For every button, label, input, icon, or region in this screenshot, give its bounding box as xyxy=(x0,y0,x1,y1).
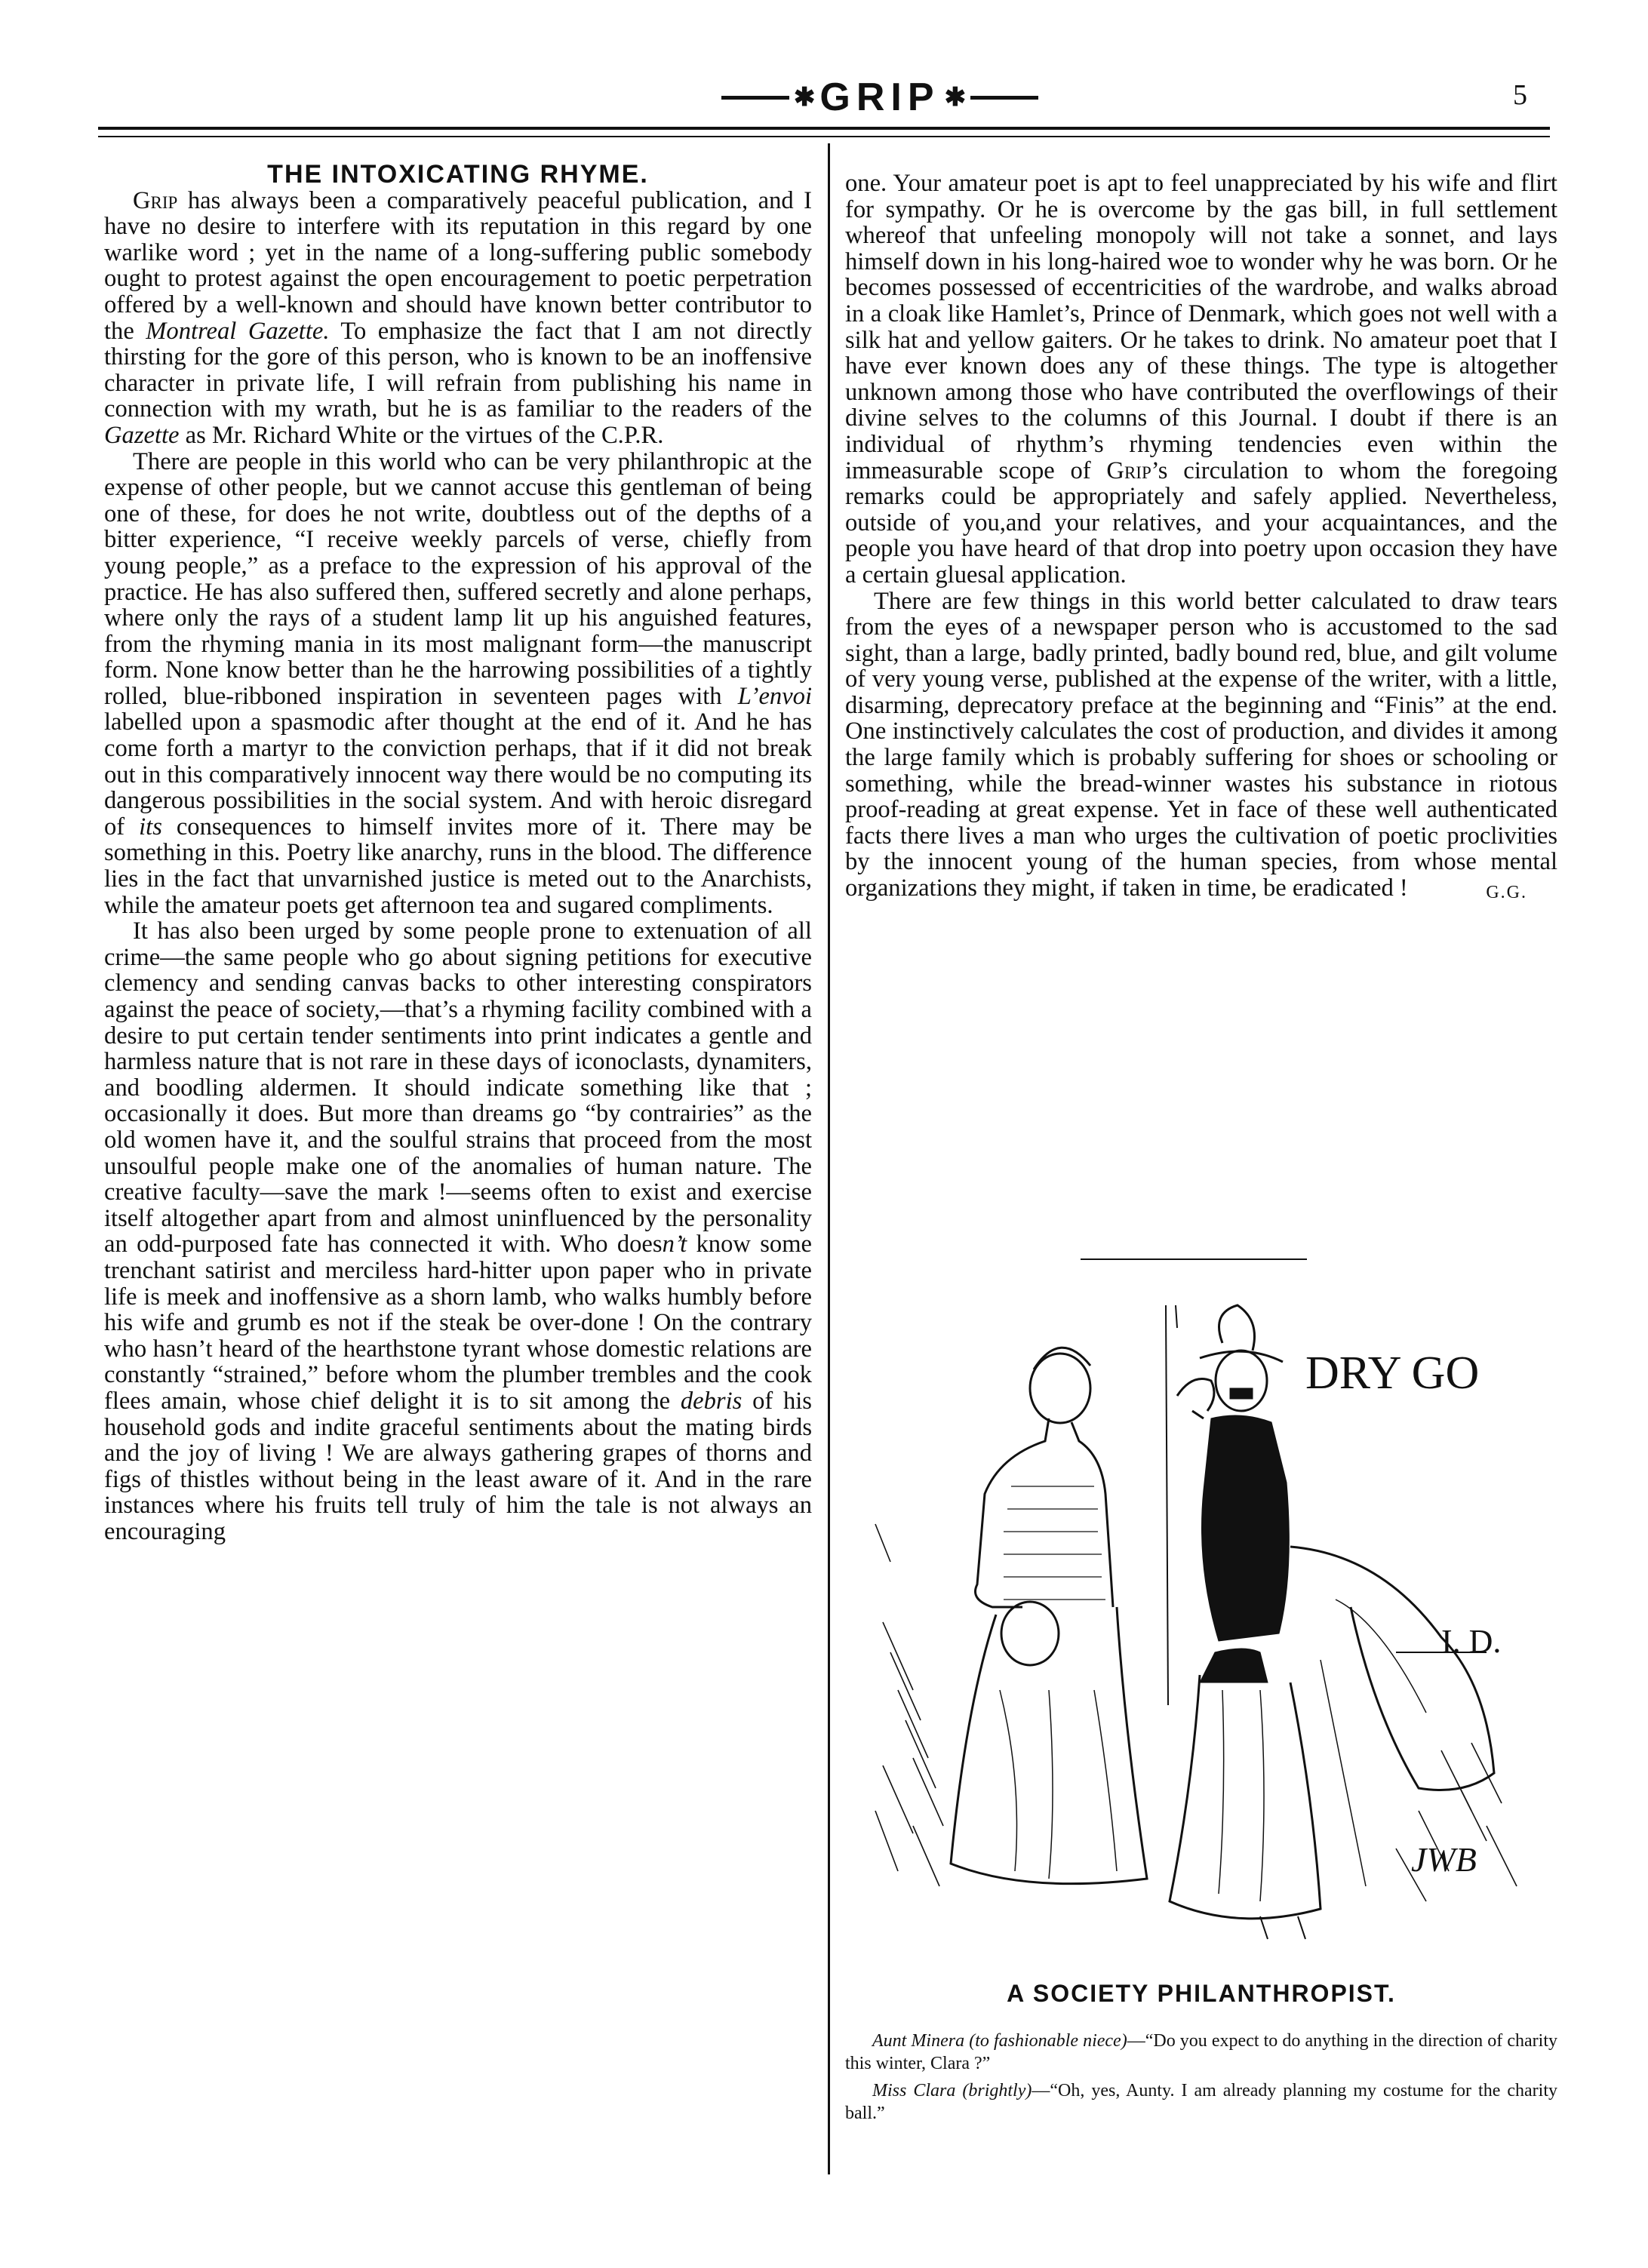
article-paragraph xyxy=(104,449,812,919)
cartoon-illustration xyxy=(868,1298,1539,1962)
cartoon-caption-1 xyxy=(845,2030,1557,2075)
sign-lettering-2: I. D. xyxy=(1441,1623,1502,1660)
article-column-right xyxy=(845,171,1557,906)
italic-word: its xyxy=(139,813,162,841)
article-headline: THE INTOXICATING RHYME. xyxy=(267,160,649,189)
text-run: labelled upon a spasmodic after thought at the end of it. And he has come forth a martyr to the conviction perhaps, that if it did not break out in this comparatively innocent way there would be no computing its dangerous possibilities in the social system. And with heroic disregard of xyxy=(104,708,812,841)
italic-word: L’envoi xyxy=(737,682,812,710)
text-run: one. Your amateur poet is apt to feel unappreciated by his wife and flirt for sympathy. Or he is overcome by the gas bill, in full settlement whereof that unfeeling monopoly will not take a sonnet, and lays himself down in his long-haired woe to wonder why he was born. Or he becomes possessed of eccentricities of the wardrobe, and walks abroad in a cloak like Hamlet’s, Prince of Denmark, which goes not well with a silk hat and yellow gaiters. Or he takes to drink. No amateur poet that I have ever known does any of these things. The type is altogether unknown among those who have contributed the overflowings of their divine selves to the columns of this Journal. I doubt if there is an individual of rhythm’s rhyming tendencies even within the immeasurable scope of xyxy=(845,170,1557,484)
cartoon-title: A SOCIETY PHILANTHROPIST. xyxy=(1007,1980,1396,2007)
text-run: There are few things in this world better calculated to draw tears from the eyes of a newspaper person who is accustomed to the sad sight, than a large, badly printed, badly bound red, blue, and gilt volume of very young verse, published at the expense of the writer, with a little, disarming, deprecatory preface at the beginning and “Finis” at the end. One instinctively calculates the cost of production, and divides it among the large family which is probably suffering for shoes or schooling or something, while the bread-winner wastes his substance in riotous proof-reading at great expense. Yet in face of these well authenticated facts there lives a man who urges the cultivation of poetic proclivities by the innocent young of the human species, from whose mental organizations they might, if taken in time, be eradicated ! xyxy=(845,587,1557,902)
text-run: has always been a comparatively peaceful publication, and I have no desire to interfere with its reputation in this regard by one warlike word ; yet in the name of a long-suffering public somebody ought to protest against the open encouragement to poetic perpetration offered by a well-known and should have known better contributor to the xyxy=(104,186,812,345)
header-rule-thin xyxy=(98,136,1550,137)
page-number: 5 xyxy=(1513,79,1527,111)
text-run: There are people in this world who can be very philanthropic at the expense of other people, but we cannot accuse this gentleman of being one of these, for does he not write, doubtless out of the depths of a bitter experience, “I receive weekly parcels of verse, chiefly from young people,” as a preface to the expression of his approval of the practice. He has also suffered then, suffered secretly and alone perhaps, where only the rays of a student lamp lit up his anguished features, from the rhyming mania in its most malignant form—the manuscript form. None know better than he the harrowing possibilities of a tightly rolled, blue-ribboned inspiration in seventeen pages with xyxy=(104,447,812,710)
italic-title: Montreal Gazette. xyxy=(146,317,330,345)
article-column-left xyxy=(104,161,812,1544)
masthead-title xyxy=(721,74,1038,121)
text-run: To emphasize the fact that I am not directly thirsting for the gore of this person, who is known to be an inoffensive character in private life, I will refrain from publishing his name in connection with my wrath, but he is as familiar to the readers of the xyxy=(104,317,812,423)
text-run: It has also been urged by some people prone to extenuation of all crime—the same people who go about signing petitions for executive clemency and sending canvas backs to other interesting conspirators against the peace of society,—that’s a rhyming facility combined with a desire to put certain tender sentiments into print indicates a gentle and harmless nature that is not rare in these days of iconoclasts, dynamiters, and boodling aldermen. It should indicate something like that ; occasionally it does. But more than dreams go “by contrairies” as the old women have it, and the soulful strains that proceed from the most unsoulful people make one of the anomalies of human nature. The creative faculty—save the mark !—seems often to exist and exercise itself altogether apart from and almost uninfluenced by the personality an odd-purposed fate has connected it with. Who does xyxy=(104,917,812,1258)
publication-title: GRIP xyxy=(819,75,940,119)
section-divider xyxy=(1081,1258,1307,1260)
author-signature: G.G. xyxy=(1486,883,1527,903)
masthead xyxy=(98,74,1550,121)
sign-lettering: DRY GO xyxy=(1305,1348,1480,1399)
caption-speaker: Miss Clara (brightly) xyxy=(872,2081,1032,2101)
article-paragraph xyxy=(845,589,1557,902)
caption-speaker: Aunt Minera (to fashionable niece) xyxy=(872,2031,1127,2051)
publication-name: Grip xyxy=(133,186,178,214)
text-run: of his household gods and indite graceful sentiments about the mating birds and the joy of living ! We are always gathering grapes of thorns and figs of thistles without being in the least aware of it. And in the rare instances where his fruits tell truly of him the tale is not always an encouraging xyxy=(104,1387,812,1545)
article-paragraph xyxy=(845,171,1557,589)
article-paragraph xyxy=(104,918,812,1544)
text-run: consequences to himself invites more of it. There may be something in this. Poetry like anarchy, runs in the blood. The difference lies in the fact that unvarnished justice is meted out to the Anarchists, while the amateur poets get afternoon tea and sugared compliments. xyxy=(104,813,812,919)
italic-title: Gazette xyxy=(104,421,180,449)
italic-word: debris xyxy=(680,1387,743,1415)
text-run: ’s circulation to whom the foregoing remarks could be appropriately and safely applied. Nevertheless, outside of you,and your relatives, and your acquaintances, and the people you have heard of that drop into poetry upon occasion they have a certain gluesal application. xyxy=(845,456,1557,589)
star-icon: ✱ xyxy=(793,84,816,112)
cartoon-caption-2 xyxy=(845,2079,1557,2125)
text-run: know some trenchant satirist and merciless hard-hitter upon paper who in private life is meek and inoffensive as a shorn lamb, who walks humbly before his wife and grumb es not if the steak be over-done ! On the contrary who hasn’t heard of the hearthstone tyrant whose domestic relations are constantly “strained,” before whom the plumber trembles and the cook flees amain, whose chief delight it is to sit among the xyxy=(104,1231,813,1415)
italic-word: n’t xyxy=(662,1231,687,1258)
article-paragraph xyxy=(104,188,812,449)
ornament-rule-left xyxy=(721,96,789,100)
header-rule xyxy=(98,127,1550,130)
caption-text: —“Oh, yes, Aunty. I am already planning my costume for the charity ball.” xyxy=(845,2081,1557,2123)
column-divider xyxy=(828,143,830,2174)
star-icon: ✱ xyxy=(944,84,967,112)
ornament-rule-right xyxy=(970,96,1038,100)
caption-text: —“Do you expect to do anything in the direction of charity this winter, Clara ?” xyxy=(845,2031,1557,2073)
artist-monogram: JWB xyxy=(1411,1840,1477,1879)
text-run: as Mr. Richard White or the virtues of the C.P.R. xyxy=(179,421,664,449)
publication-name: Grip xyxy=(1106,456,1151,484)
